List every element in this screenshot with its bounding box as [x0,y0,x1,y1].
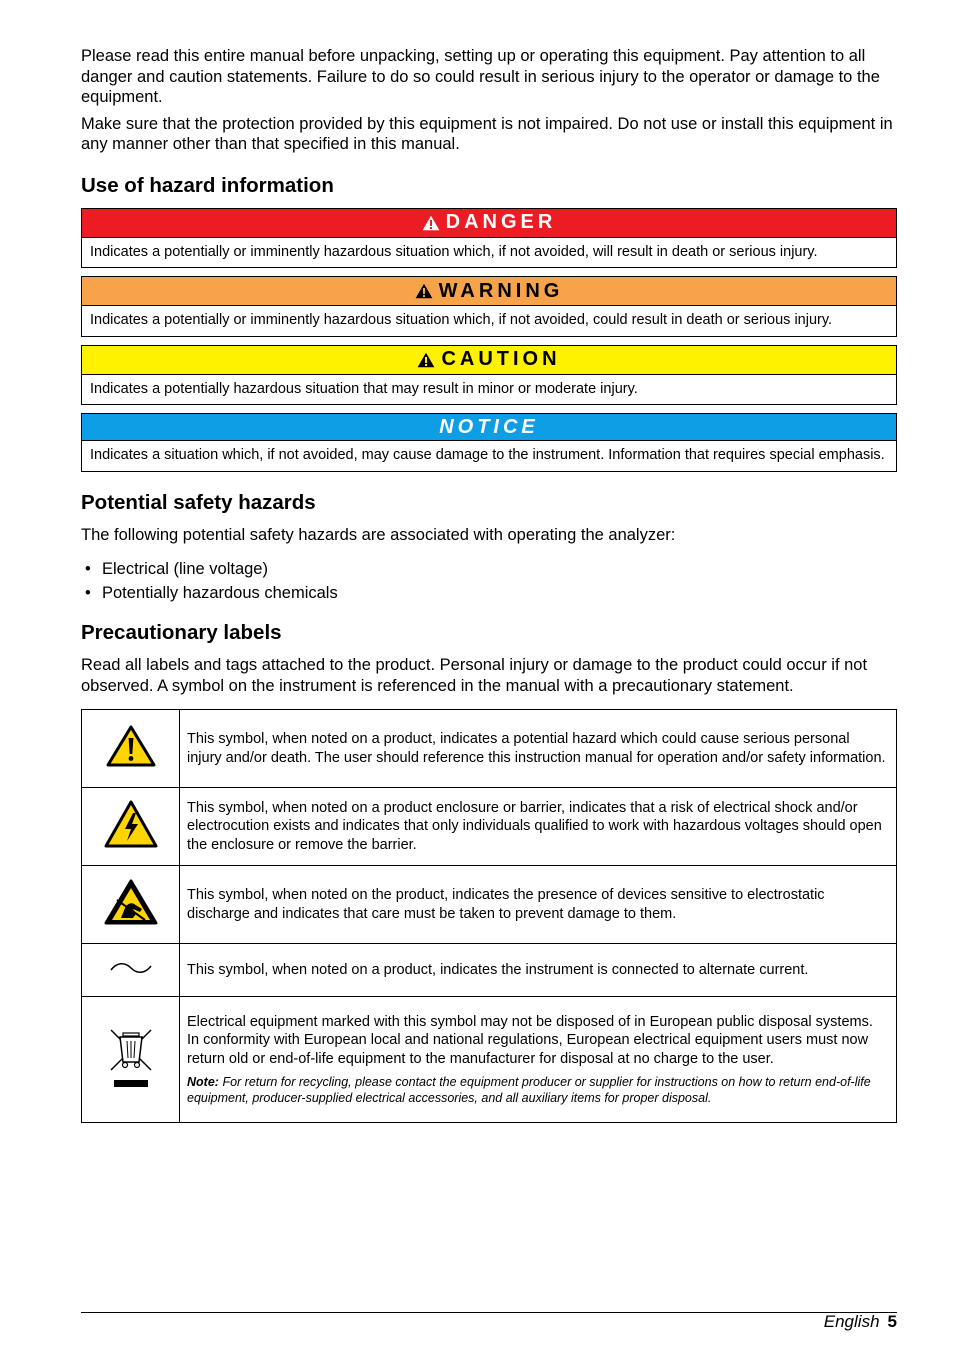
table-row [82,866,897,944]
table-row [82,997,897,1123]
page-footer [824,1312,897,1332]
labels-intro: Read all labels and tags attached to the product. Personal injury or damage to the product could occur if not observed. A symbol on the instrument is referenced in the manual with a precautionary statement. [81,656,868,695]
page-content [81,46,897,1123]
intro-paragraph-1: Please read this entire manual before unpacking, setting up or operating this equipment. Pay attention to all danger and caution statements. Failure to do so could result in serious injury to the operator or damage to the equipment. [81,47,880,106]
electrical-shock-icon [103,799,159,849]
labels-section-title: Precautionary labels [81,621,282,644]
caution-text: Indicates a potentially hazardous situation that may result in minor or moderate injury. [90,380,638,397]
caution-header [82,346,896,375]
intro-paragraph-2: Make sure that the protection provided by this equipment is not impaired. Do not use or install this equipment in any manner other than that specified in this manual. [81,114,893,153]
note-label: Note: [187,1074,219,1089]
warning-header [82,277,896,306]
danger-box [81,208,897,269]
warning-triangle-icon [105,724,157,768]
caution-label: CAUTION [441,348,561,370]
note-text: For return for recycling, please contact the equipment producer or supplier for instructions on how to return end-of-life equipment, producer-supplied electrical accessories, and all auxiliary items for proper disposal. [187,1074,871,1105]
symbol-cell [82,788,180,866]
symbol-cell [82,710,180,788]
footer-language: English [823,1312,880,1331]
notice-box [81,413,897,472]
warning-box [81,276,897,337]
symbol-description: This symbol, when noted on a product, indicates the instrument is connected to alternate current. [180,944,897,997]
caution-box [81,345,897,406]
warning-triangle-icon [422,215,440,231]
symbol-description: This symbol, when noted on a product, indicates a potential hazard which could cause serious personal injury and/or death. The user should reference this instruction manual for operation and/or safety information. [180,710,897,788]
hazard-section-title: Use of hazard information [81,173,334,197]
esd-icon [103,878,159,926]
symbol-cell [82,866,180,944]
symbol-cell [82,997,180,1123]
warning-text: Indicates a potentially or imminently hazardous situation which, if not avoided, could result in death or serious injury. [90,312,833,328]
page-number: 5 [887,1312,897,1331]
warning-triangle-icon [417,352,435,368]
table-row [82,710,897,788]
warning-triangle-icon [415,283,433,299]
notice-text: Indicates a situation which, if not avoided, may cause damage to the instrument. Information that requires special emphasis. [90,447,885,463]
precautionary-labels-table [81,709,897,1123]
symbol-cell [82,944,180,997]
safety-hazard-list [81,559,897,603]
list-item: • Potentially hazardous chemicals [81,583,897,603]
weee-bin-icon [105,1024,157,1090]
table-row [82,944,897,997]
symbol-description: This symbol, when noted on a product enclosure or barrier, indicates that a risk of electrical shock and/or electrocution exists and indicates that only individuals qualified to work with hazardous voltages should open the enclosure or remove the barrier. [180,788,897,866]
safety-section-title: Potential safety hazards [81,490,316,514]
danger-text: Indicates a potentially or imminently hazardous situation which, if not avoided, will result in death or serious injury. [90,243,818,260]
recycling-note [187,1074,888,1106]
footer-divider [81,1312,897,1313]
symbol-description [180,997,897,1123]
danger-header [82,209,896,238]
weee-text: Electrical equipment marked with this symbol may not be disposed of in European public disposal systems. In conformity with European local and national regulations, European electrical equipment users must now return old or end-of-life equipment to the manufacturer for disposal at no charge to the user. [187,1014,873,1067]
safety-intro: The following potential safety hazards are associated with operating the analyzer: [81,525,676,544]
notice-header [82,414,896,441]
danger-label: DANGER [445,211,557,233]
symbol-description: This symbol, when noted on the product, indicates the presence of devices sensitive to electrostatic discharge and indicates that care must be taken to prevent damage to them. [180,866,897,944]
warning-label: WARNING [438,279,564,302]
list-item: • Electrical (line voltage) [81,559,897,579]
alternating-current-icon [109,961,153,975]
notice-label: NOTICE [439,415,539,438]
table-row [82,788,897,866]
